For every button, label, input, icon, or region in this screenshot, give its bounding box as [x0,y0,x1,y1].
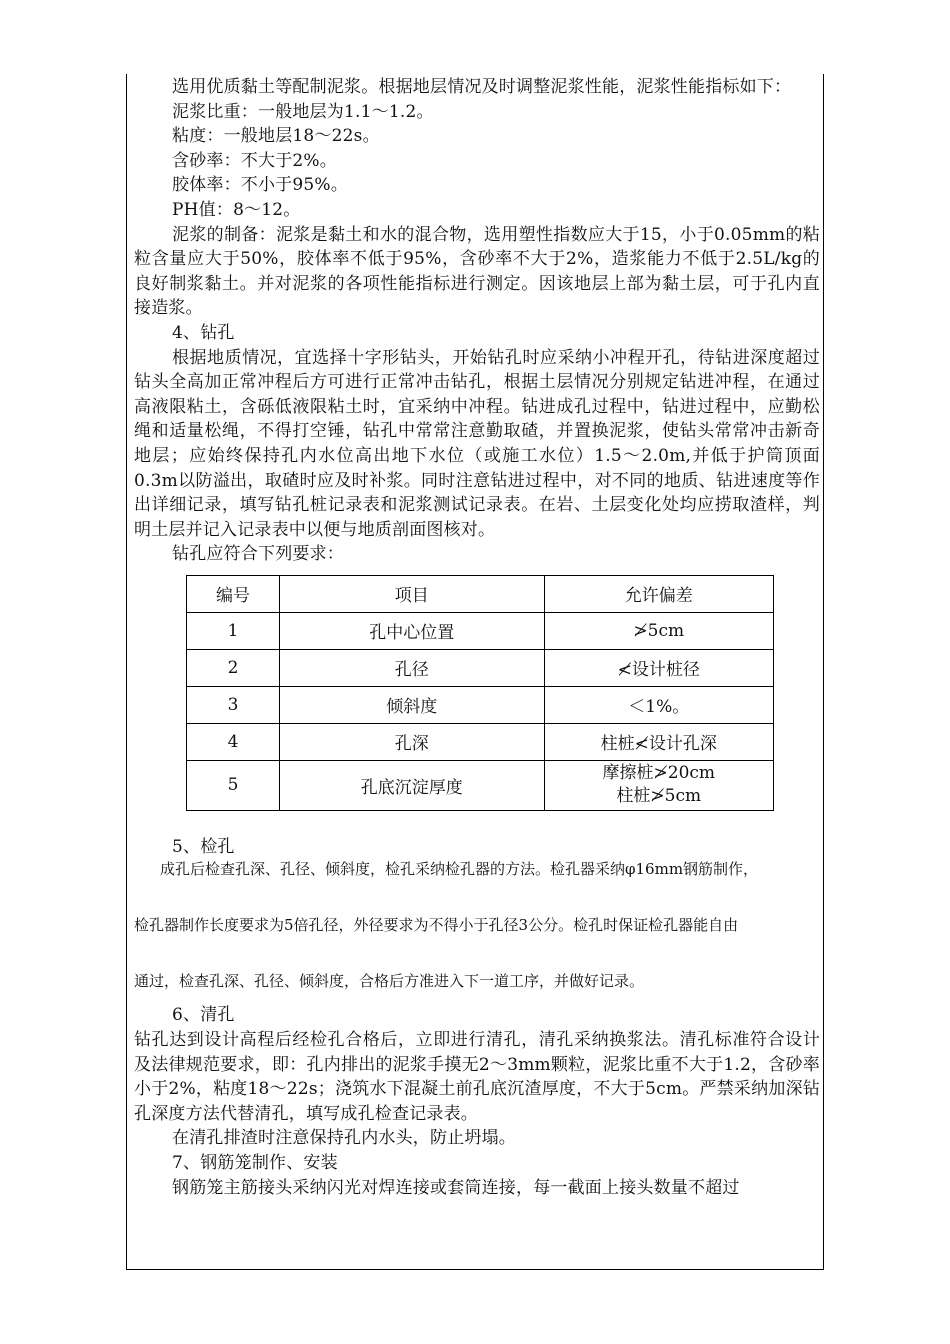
row-item: 倾斜度 [279,686,544,723]
row-tolerance: ＜1%。 [544,686,773,723]
table-row [187,649,774,686]
table-row [187,686,774,723]
row-tolerance: ≮设计桩径 [544,649,773,686]
row-tolerance [544,760,773,810]
paragraph-mud-ph: PH值：8～12。 [172,199,301,220]
row-item: 孔底沉淀厚度 [279,760,544,810]
paragraph-rebar-cage: 钢筋笼主筋接头采纳闪光对焊连接或套筒连接，每一截面上接头数量不超过 [172,1177,740,1198]
row-item: 孔中心位置 [279,612,544,649]
row-tolerance: ≯5cm [544,612,773,649]
row-number: 1 [187,612,280,649]
header-number: 编号 [187,575,280,612]
paragraph-hole-inspection-line1: 成孔后检查孔深、孔径、倾斜度，检孔采纳检孔器的方法。检孔器采纳φ16mm钢筋制作， [160,860,759,879]
tolerance-table-wrap [186,575,774,811]
row-number: 2 [187,649,280,686]
paragraph-hole-inspection-line2: 检孔器制作长度要求为5倍孔径，外径要求为不得小于孔径3公分。检孔时保证检孔器能自由 [134,916,739,935]
paragraph-mud-intro: 选用优质黏土等配制泥浆。根据地层情况及时调整泥浆性能，泥浆性能指标如下： [172,77,792,97]
paragraph-hole-cleaning-note: 在清孔排渣时注意保持孔内水头，防止坍塌。 [172,1128,516,1149]
header-tolerance: 允许偏差 [544,575,773,612]
tolerance-end-bearing-pile: 柱桩≯5cm [616,786,702,807]
heading-drilling: 4、钻孔 [172,322,235,343]
tolerance-table [186,575,774,811]
table-header-row [187,575,774,612]
row-item: 孔径 [279,649,544,686]
row-item: 孔深 [279,723,544,760]
paragraph-hole-cleaning: 钻孔达到设计高程后经检孔合格后，立即进行清孔，清孔采纳换浆法。清孔标准符合设计及法律规范要求，即：孔内排出的泥浆手摸无2～3mm颗粒，泥浆比重不大于1.2，含砂率小于2%，粘度18～22s；浇筑水下混凝土前孔底沉渣厚度，不大于5cm。严禁采纳加深钻孔深度方法代替清孔，填写成孔检查记录表。 [134,1030,820,1124]
tolerance-friction-pile: 摩擦桩≯20cm [602,763,716,784]
table-row [187,723,774,760]
paragraph-mud-density: 泥浆比重：一般地层为1.1～1.2。 [172,101,434,122]
paragraph-hole-inspection-line3: 通过，检查孔深、孔径、倾斜度，合格后方准进入下一道工序，并做好记录。 [134,972,645,991]
paragraph-mud-preparation: 泥浆的制备：泥浆是黏土和水的混合物，选用塑性指数应大于15，小于0.05mm的粘粒含量应大于50%，胶体率不低于95%，含砂率不大于2%，造浆能力不低于2.5L/kg的良好制浆黏土。并对泥浆的各项性能指标进行测定。因该地层上部为黏土层，可于孔内直接造浆。 [134,224,820,319]
paragraph-drilling: 根据地质情况，宜选择十字形钻头，开始钻孔时应采纳小冲程开孔，待钻进深度超过钻头全高加正常冲程后方可进行正常冲击钻孔，根据土层情况分别规定钻进冲程，在通过高液限粘土，含砾低液限粘土时，宜采纳中冲程。钻进成孔过程中，钻进过程中，应勤松绳和适量松绳，不得打空锤，钻孔中常常注意勤取碴，并置换泥浆，使钻头常常冲击新奇地层；应始终保持孔内水位高出地下水位（或施工水位）1.5～2.0m,并低于护筒顶面0.3m以防溢出，取碴时应及时补浆。同时注意钻进过程中，对不同的地质、钻进速度等作出详细记录，填写钻孔桩记录表和泥浆测试记录表。在岩、土层变化处均应捞取渣样，判明土层并记入记录表中以便与地质剖面图核对。 [134,347,820,540]
paragraph-mud-viscosity: 粘度：一般地层18～22s。 [172,126,380,147]
row-number: 4 [187,723,280,760]
row-number: 5 [187,760,280,810]
header-item: 项目 [279,575,544,612]
paragraph-drilling-requirements: 钻孔应符合下列要求： [172,544,344,565]
paragraph-mud-colloid: 胶体率：不小于95%。 [172,175,348,196]
document-content [134,75,820,1200]
heading-hole-inspection: 5、检孔 [172,836,235,857]
heading-hole-cleaning: 6、清孔 [172,1005,235,1026]
heading-rebar-cage: 7、钢筋笼制作、安装 [172,1153,338,1174]
table-row [187,612,774,649]
table-row [187,760,774,810]
row-tolerance: 柱桩≮设计孔深 [544,723,773,760]
paragraph-mud-sand: 含砂率：不大于2%。 [172,150,337,171]
row-number: 3 [187,686,280,723]
